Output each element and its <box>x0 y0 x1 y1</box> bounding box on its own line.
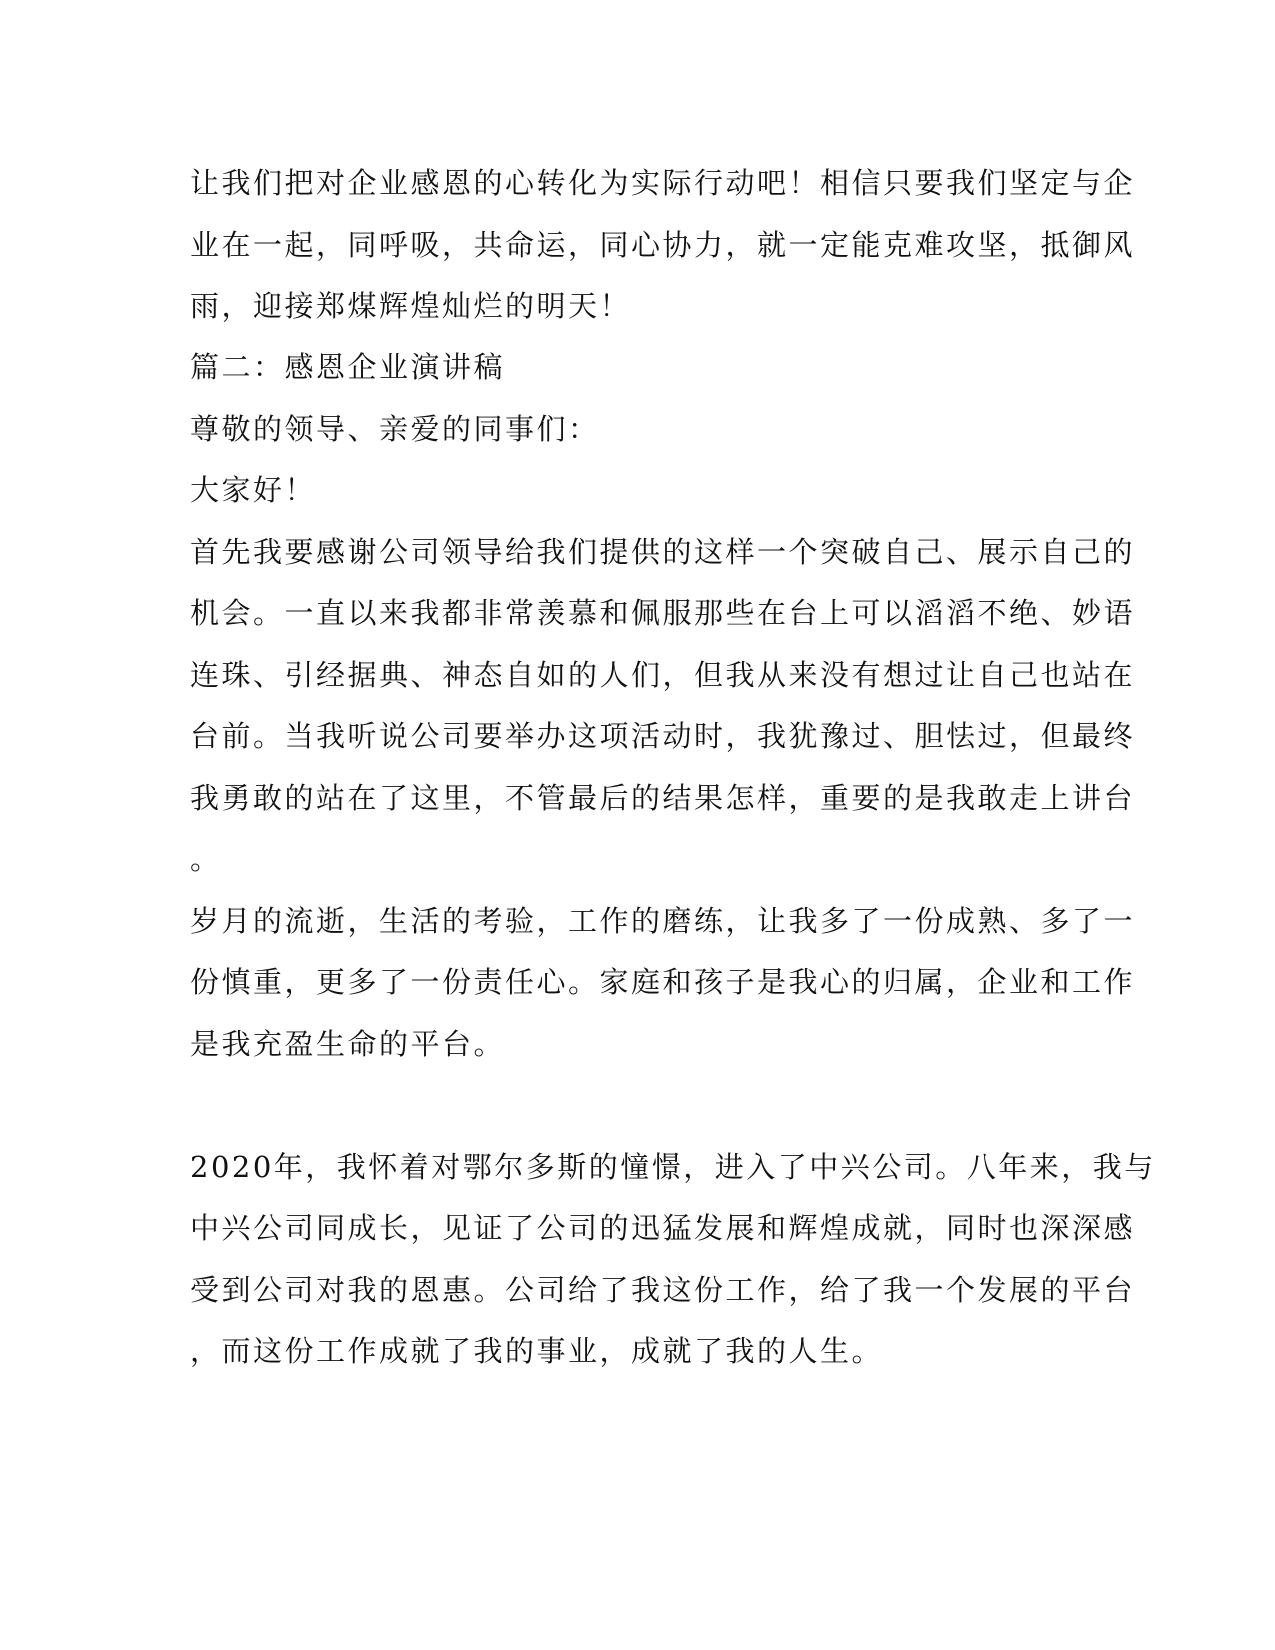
paragraph-line: 是我充盈生命的平台。 <box>190 1027 506 1061</box>
paragraph-line: 首先我要感谢公司领导给我们提供的这样一个突破自己、展示自己的 <box>190 535 1136 569</box>
paragraph-line: 受到公司对我的恩惠。公司给了我这份工作，给了我一个发展的平台 <box>190 1273 1136 1307</box>
paragraph-line: ，而这份工作成就了我的事业，成就了我的人生。 <box>190 1334 884 1368</box>
paragraph-line: 岁月的流逝，生活的考验，工作的磨练，让我多了一份成熟、多了一 <box>190 904 1136 938</box>
paragraph-line: 2020年，我怀着对鄂尔多斯的憧憬，进入了中兴公司。八年来，我与 <box>190 1150 1156 1184</box>
paragraph-line: 让我们把对企业感恩的心转化为实际行动吧！相信只要我们坚定与企 <box>190 166 1136 200</box>
salutation-line: 尊敬的领导、亲爱的同事们： <box>190 412 600 446</box>
paragraph-line: 连珠、引经据典、神态自如的人们，但我从来没有想过让自己也站在 <box>190 658 1136 692</box>
section-heading: 篇二：感恩企业演讲稿 <box>190 350 506 384</box>
greeting-line: 大家好！ <box>190 473 317 507</box>
paragraph-line: 。 <box>190 842 222 876</box>
paragraph-line: 台前。当我听说公司要举办这项活动时，我犹豫过、胆怯过，但最终 <box>190 719 1136 753</box>
paragraph-line: 份慎重，更多了一份责任心。家庭和孩子是我心的归属，企业和工作 <box>190 965 1136 999</box>
paragraph-line: 机会。一直以来我都非常羡慕和佩服那些在台上可以滔滔不绝、妙语 <box>190 596 1136 630</box>
paragraph-line: 中兴公司同成长，见证了公司的迅猛发展和辉煌成就，同时也深深感 <box>190 1211 1136 1245</box>
paragraph-line: 雨，迎接郑煤辉煌灿烂的明天！ <box>190 289 632 323</box>
paragraph-line: 我勇敢的站在了这里，不管最后的结果怎样，重要的是我敢走上讲台 <box>190 781 1136 815</box>
paragraph-line: 业在一起，同呼吸，共命运，同心协力，就一定能克难攻坚，抵御风 <box>190 228 1136 262</box>
